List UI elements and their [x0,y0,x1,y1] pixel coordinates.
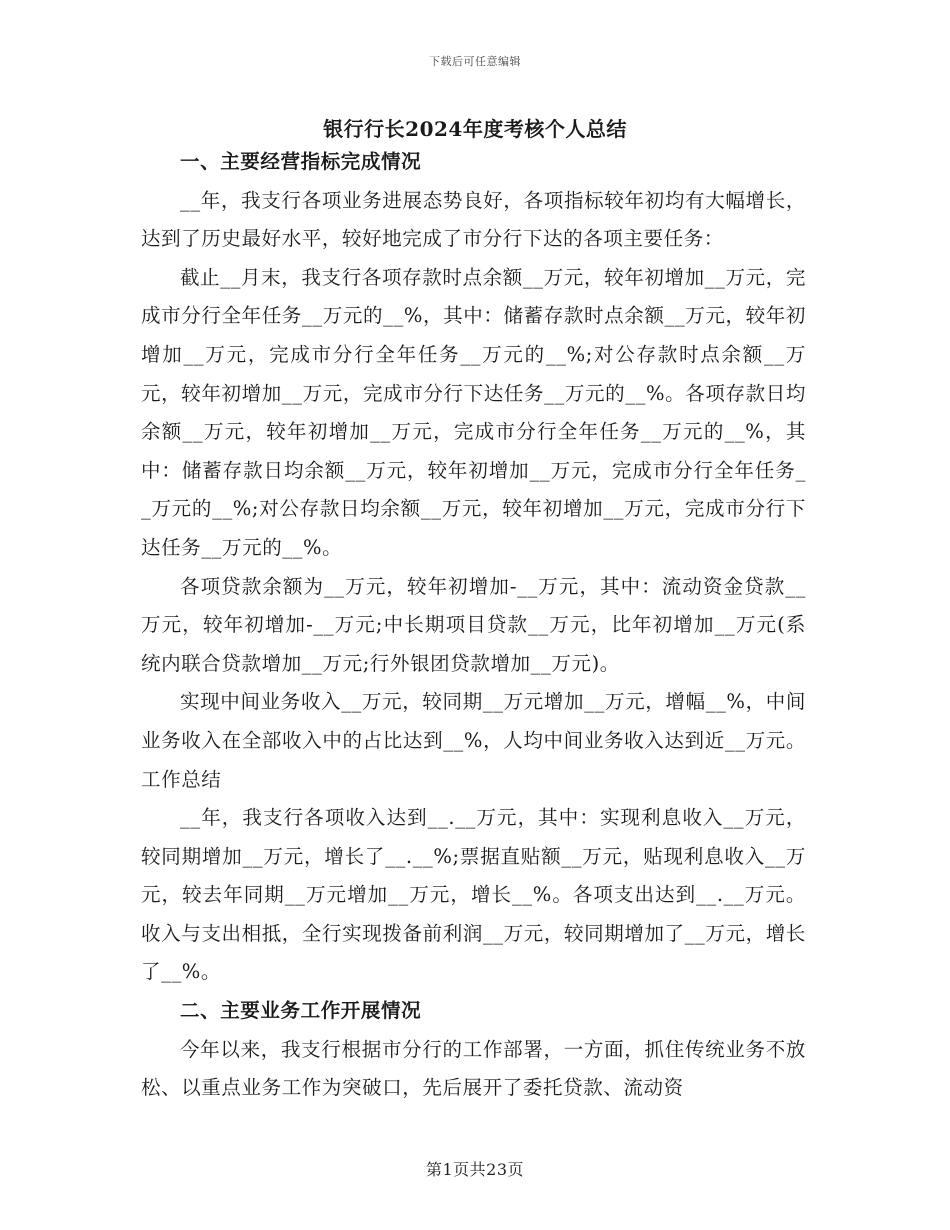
header-note: 下载后可任意编辑 [429,55,521,68]
paragraph-3: 各项贷款余额为__万元，较年初增加-__万元，其中：流动资金贷款__万元，较年初增加-__万元;中长期项目贷款__万元，比年初增加__万元(系统内联合贷款增加__万元;行外银团贷款增加__万元)。 [141,574,806,675]
section-heading-2: 二、主要业务工作开展情况 [180,999,422,1023]
paragraph-2: 截止__月末，我支行各项存款时点余额__万元，较年初增加__万元，完成市分行全年任务__万元的__%，其中：储蓄存款时点余额__万元，较年初增加__万元，完成市分行全年任务__万元的__%;对公存款时点余额__万元，较年初增加__万元，完成市分行下达任务__万元的__%。各项存款日均余额__万元，较年初增加__万元，完成市分行全年任务__万元的__%，其中：储蓄存款日均余额__万元，较年初增加__万元，完成市分行全年任务__万元的__%;对公存款日均余额__万元，较年初增加__万元，完成市分行下达任务__万元的__%。 [141,265,806,559]
paragraph-1: __年，我支行各项业务进展态势良好，各项指标较年初均有大幅增长，达到了历史最好水平，较好地完成了市分行下达的各项主要任务： [141,188,806,251]
paragraph-5: __年，我支行各项收入达到__.__万元，其中：实现利息收入__万元，较同期增加__万元，增长了__.__%;票据直贴额__万元，贴现利息收入__万元，较去年同期__万元增加__万元，增长__%。各项支出达到__.__万元。收入与支出相抵，全行实现拨备前利润__万元，较同期增加了__万元，增长了__%。 [141,806,806,984]
section-heading-1: 一、主要经营指标完成情况 [180,150,422,173]
document-title: 银行行长2024年度考核个人总结 [323,117,627,141]
page-footer: 第1页共23页 [425,1160,525,1179]
paragraph-4: 实现中间业务收入__万元，较同期__万元增加__万元，增幅__%，中间业务收入在全部收入中的占比达到__%，人均中间业务收入达到近__万元。工作总结 [141,690,806,791]
document-body [141,143,806,1108]
paragraph-6: 今年以来，我支行根据市分行的工作部署，一方面，抓住传统业务不放松、以重点业务工作为突破口，先后展开了委托贷款、流动资 [141,1037,806,1100]
